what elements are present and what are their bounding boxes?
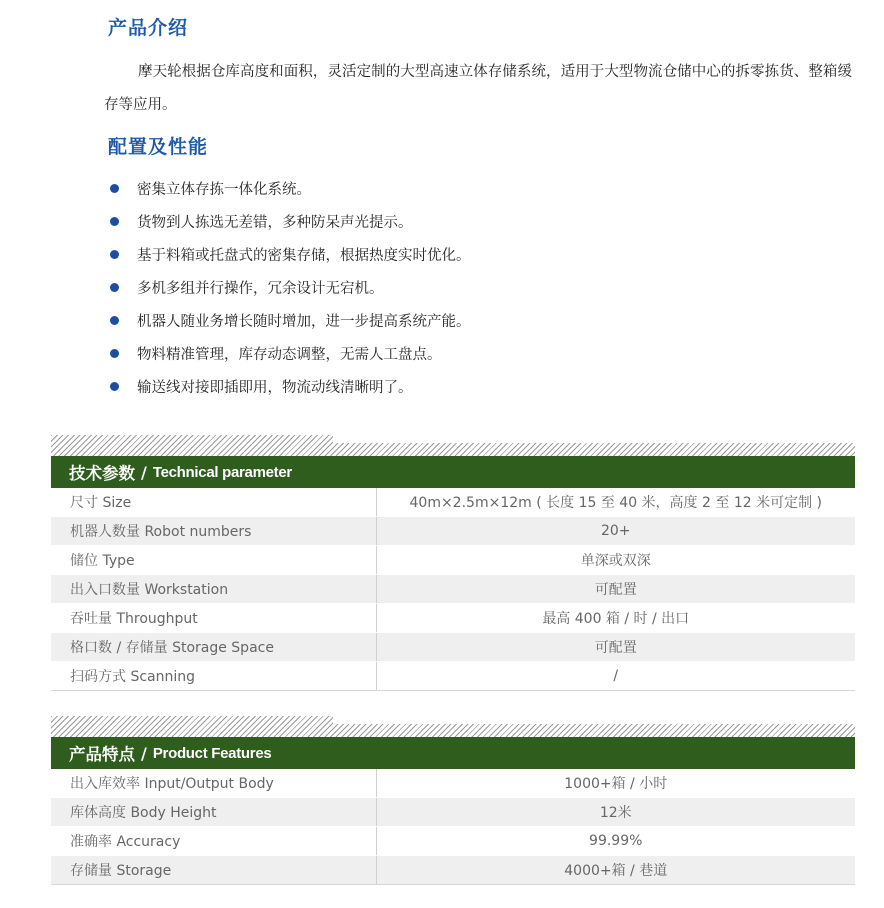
list-item-text: 多机多组并行操作，冗余设计无宕机。 xyxy=(137,281,384,297)
feature-value: 1000+箱 / 小时 xyxy=(376,769,855,798)
param-value: 单深或双深 xyxy=(376,546,855,575)
product-features-table xyxy=(51,769,855,885)
hatch-decoration xyxy=(51,716,855,737)
tech-params-title: 技术参数 xyxy=(69,464,135,483)
tech-params-section xyxy=(51,435,855,691)
title-separator: / xyxy=(141,743,147,763)
list-item-text: 输送线对接即插即用，物流动线清晰明了。 xyxy=(137,380,413,396)
feature-label: 准确率 Accuracy xyxy=(51,827,376,856)
feature-value: 12米 xyxy=(376,798,855,827)
param-value: 40m×2.5m×12m ( 长度 15 至 40 米，高度 2 至 12 米可定制 ) xyxy=(376,488,855,517)
feature-list xyxy=(108,172,471,403)
table-row xyxy=(51,488,855,517)
table-row xyxy=(51,546,855,575)
table-row xyxy=(51,662,855,691)
list-item xyxy=(108,238,471,271)
feature-label: 出入库效率 Input/Output Body xyxy=(51,769,376,798)
list-item-text: 货物到人拣选无差错，多种防呆声光提示。 xyxy=(137,215,413,231)
param-label: 扫码方式 Scanning xyxy=(51,662,376,691)
param-value: 最高 400 箱 / 时 / 出口 xyxy=(376,604,855,633)
list-item-text: 物料精准管理，库存动态调整，无需人工盘点。 xyxy=(137,347,442,363)
tech-params-table xyxy=(51,488,855,691)
bullet-dot-icon xyxy=(110,316,119,325)
table-row xyxy=(51,604,855,633)
hatch-decoration xyxy=(51,435,855,456)
tech-params-header xyxy=(51,456,855,488)
bullet-dot-icon xyxy=(110,382,119,391)
feature-label: 存储量 Storage xyxy=(51,856,376,885)
table-row xyxy=(51,517,855,546)
list-item xyxy=(108,370,471,403)
product-features-section xyxy=(51,716,855,885)
table-row xyxy=(51,633,855,662)
feature-value: 99.99% xyxy=(376,827,855,856)
title-separator: / xyxy=(141,462,147,482)
intro-heading: 产品介绍 xyxy=(108,17,189,39)
tech-params-subtitle: Technical parameter xyxy=(152,463,292,481)
bullet-dot-icon xyxy=(110,250,119,259)
list-item-text: 密集立体存拣一体化系统。 xyxy=(137,182,311,198)
table-row xyxy=(51,856,855,885)
feature-value: 4000+箱 / 巷道 xyxy=(376,856,855,885)
list-item xyxy=(108,205,471,238)
list-item xyxy=(108,337,471,370)
product-features-subtitle: Product Features xyxy=(152,744,272,762)
param-value: 可配置 xyxy=(376,633,855,662)
param-label: 吞吐量 Throughput xyxy=(51,604,376,633)
list-item-text: 基于料箱或托盘式的密集存储，根据热度实时优化。 xyxy=(137,248,471,264)
list-item xyxy=(108,304,471,337)
list-item xyxy=(108,172,471,205)
param-label: 储位 Type xyxy=(51,546,376,575)
bullet-dot-icon xyxy=(110,283,119,292)
param-value: / xyxy=(376,662,855,691)
feature-label: 库体高度 Body Height xyxy=(51,798,376,827)
config-heading: 配置及性能 xyxy=(108,136,209,158)
table-row xyxy=(51,798,855,827)
list-item-text: 机器人随业务增长随时增加，进一步提高系统产能。 xyxy=(137,314,471,330)
param-value: 20+ xyxy=(376,517,855,546)
param-label: 出入口数量 Workstation xyxy=(51,575,376,604)
param-value: 可配置 xyxy=(376,575,855,604)
intro-paragraph: 摩天轮根据仓库高度和面积，灵活定制的大型高速立体存储系统，适用于大型物流仓储中心的拆零拣货、整箱缓存等应用。 xyxy=(104,64,852,113)
table-row xyxy=(51,769,855,798)
table-row xyxy=(51,827,855,856)
param-label: 尺寸 Size xyxy=(51,488,376,517)
table-row xyxy=(51,575,855,604)
bullet-dot-icon xyxy=(110,349,119,358)
param-label: 格口数 / 存储量 Storage Space xyxy=(51,633,376,662)
product-features-title: 产品特点 xyxy=(69,745,135,764)
bullet-dot-icon xyxy=(110,217,119,226)
bullet-dot-icon xyxy=(110,184,119,193)
list-item xyxy=(108,271,471,304)
param-label: 机器人数量 Robot numbers xyxy=(51,517,376,546)
product-features-header xyxy=(51,737,855,769)
